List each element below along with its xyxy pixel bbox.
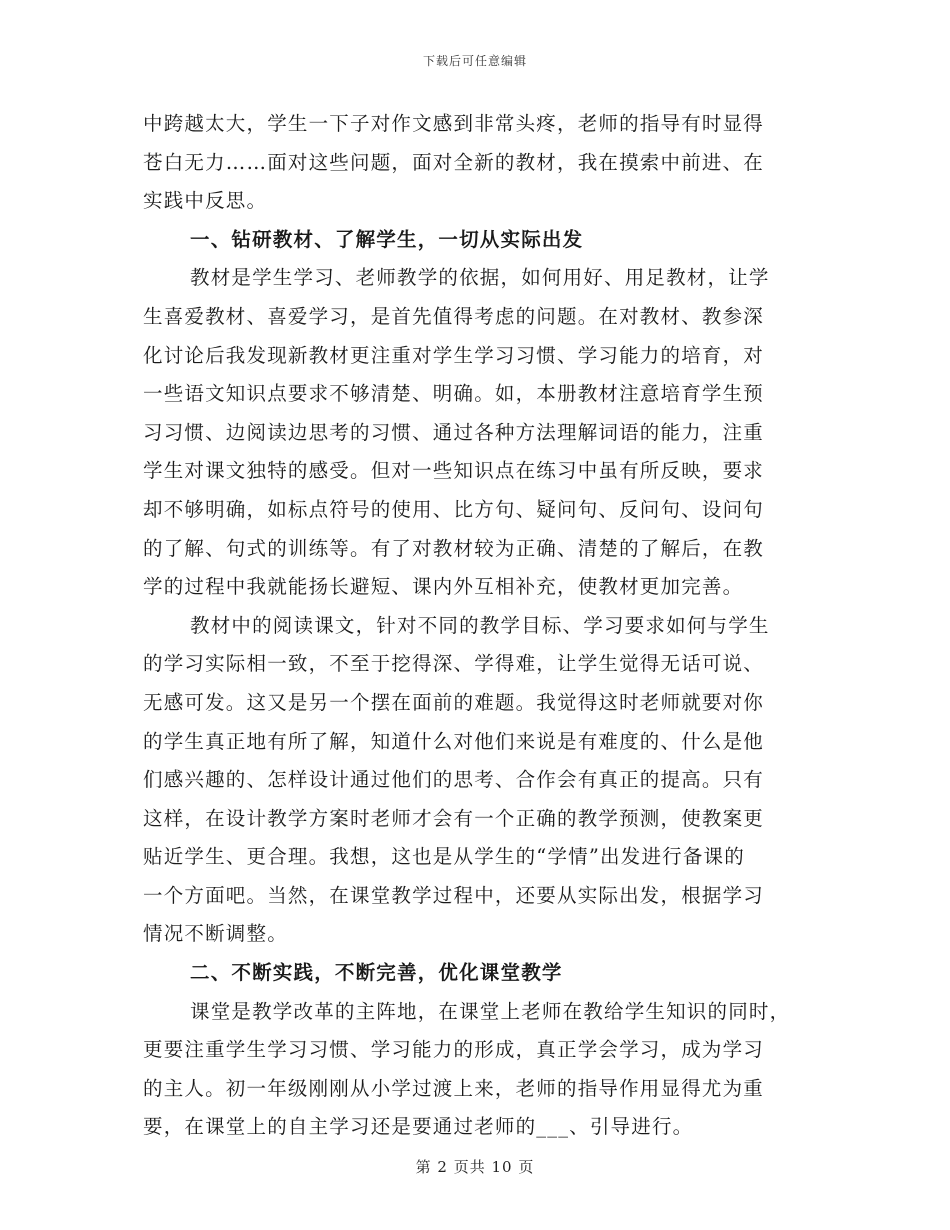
text-line: 习习惯、边阅读边思考的习惯、通过各种方法理解词语的能力，注重 [143,420,765,444]
text-line: 的了解、句式的训练等。有了对教材较为正确、清楚的了解后，在教 [143,536,765,560]
text-line: 生喜爱教材、喜爱学习，是首先值得考虑的问题。在对教材、教参深 [143,304,765,328]
page-header: 下载后可任意编辑 [422,54,527,68]
page-number: 第 2 页共 10 页 [415,1158,535,1176]
text-line: 的学习实际相一致，不至于挖得深、学得难，让学生觉得无话可说、 [143,652,765,676]
text-line: 苍白无力……面对这些问题，面对全新的教材，我在摸索中前进、在 [143,150,765,174]
text-line: 中跨越太大，学生一下子对作文感到非常头疼，老师的指导有时显得 [143,112,765,135]
text-line: 学生对课文独特的感受。但对一些知识点在练习中虽有所反映，要求 [143,459,765,483]
text-line: 贴近学生、更合理。我想，这也是从学生的“学情”出发进行备课的 [143,845,745,869]
text-line: 化讨论后我发现新教材更注重对学生学习习惯、学习能力的培育，对 [143,343,765,367]
text-line: 情况不断调整。 [143,922,288,946]
text-line: 一个方面吧。当然，在课堂教学过程中，还要从实际出发，根据学习 [143,883,765,907]
text-line: 这样，在设计教学方案时老师才会有一个正确的教学预测，使教案更 [143,806,765,830]
text-line: 学的过程中我就能扬长避短、课内外互相补充，使教材更加完善。 [143,575,744,599]
section-heading: 一、钻研教材、了解学生，一切从实际出发 [190,227,584,251]
text-line: 实践中反思。 [143,189,268,213]
text-line: 要，在课堂上的自主学习还是要通过老师的___、引导进行。 [143,1115,694,1139]
text-line: 教材中的阅读课文，针对不同的教学目标、学习要求如何与学生 [190,613,770,637]
text-line: 课堂是教学改革的主阵地，在课堂上老师在教给学生知识的同时， [190,999,791,1023]
text-line: 却不够明确，如标点符号的使用、比方句、疑问句、反问句、设问句 [143,497,765,521]
text-line: 们感兴趣的、怎样设计通过他们的思考、合作会有真正的提高。只有 [143,768,765,792]
text-line: 一些语文知识点要求不够清楚、明确。如，本册教材注意培育学生预 [143,382,765,406]
section-heading: 二、不断实践，不断完善，优化课堂教学 [190,961,563,985]
text-line: 的主人。初一年级刚刚从小学过渡上来，老师的指导作用显得尤为重 [143,1076,765,1100]
text-line: 的学生真正地有所了解，知道什么对他们来说是有难度的、什么是他 [143,729,765,753]
text-line: 无感可发。这又是另一个摆在面前的难题。我觉得这时老师就要对你 [143,690,765,714]
document-body [143,105,798,1147]
text-line: 教材是学生学习、老师教学的依据，如何用好、用足教材，让学 [190,266,770,290]
text-line: 更要注重学生学习习惯、学习能力的形成，真正学会学习，成为学习 [143,1038,765,1062]
